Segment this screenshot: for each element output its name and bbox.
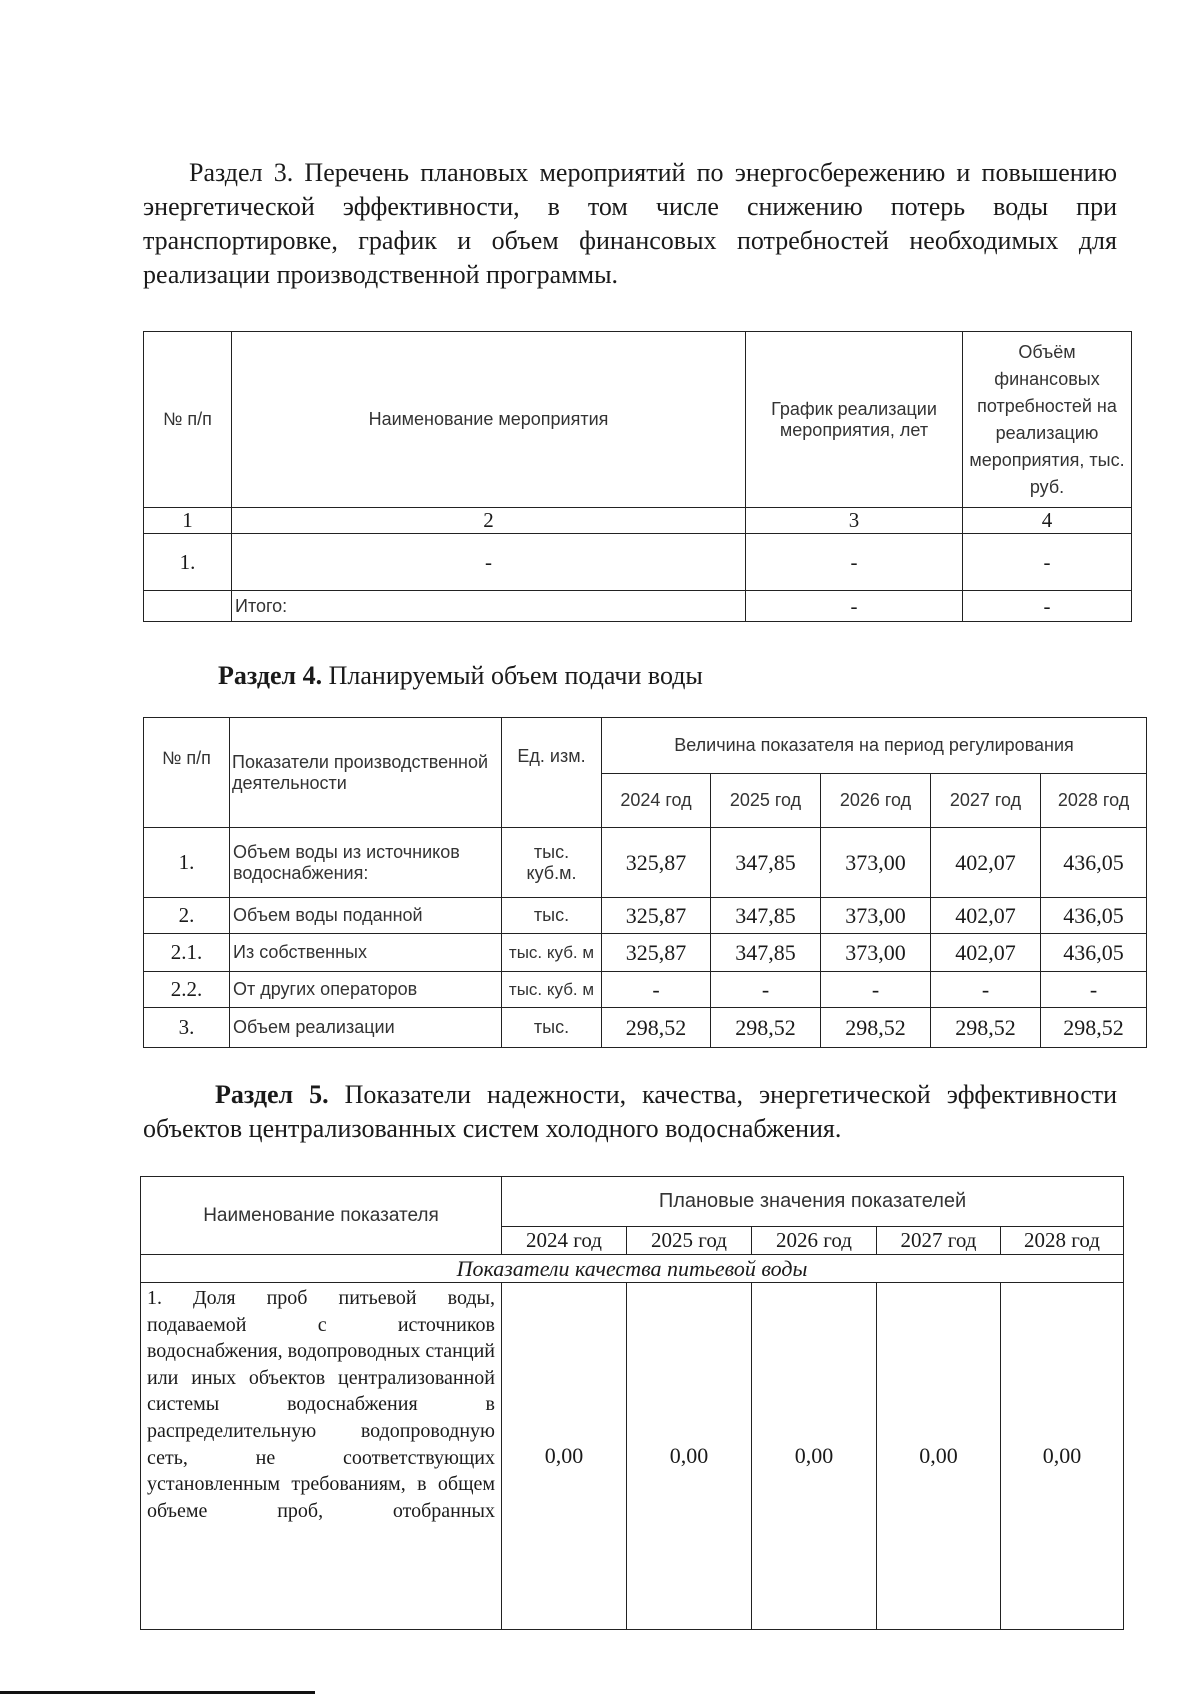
t3-header-name: Наименование показателя — [141, 1177, 502, 1255]
t1-header-finance: Объём финансовых потребностей на реализацию мероприятия, тыс. руб. — [963, 332, 1132, 508]
t3-row-name: 1. Доля проб питьевой воды, подаваемой с источников водоснабжения, водопроводных станций или иных объектов централизованной системы водоснабжения в распределительную водопроводную сеть, не соответствующих установленным требованиям, в общем объеме проб, отобранных — [141, 1283, 502, 1630]
t1-header-schedule: График реализации мероприятия, лет — [746, 332, 963, 508]
section3-paragraph — [143, 156, 1117, 292]
t2-value: 373,00 — [821, 934, 931, 972]
t1-cell: - — [963, 591, 1132, 622]
t3-header-year: 2026 год — [752, 1227, 877, 1255]
t2-row-unit: тыс. куб. м — [502, 972, 602, 1008]
section5-title-rest: Показатели надежности, качества, энергетической эффективности объектов централизованных систем холодного водоснабжения. — [143, 1080, 1118, 1143]
table-row — [144, 898, 1147, 934]
t1-colnum: 4 — [963, 508, 1132, 534]
t2-header-year: 2024 год — [602, 774, 711, 828]
t2-header-year: 2027 год — [931, 774, 1041, 828]
table-row — [144, 534, 1132, 591]
section4-heading — [218, 659, 703, 693]
table-row — [144, 591, 1132, 622]
t2-value: 402,07 — [931, 934, 1041, 972]
t1-header-name: Наименование мероприятия — [232, 332, 746, 508]
t2-row-name: Объем реализации — [230, 1008, 502, 1048]
t1-cell: - — [746, 591, 963, 622]
t2-value: - — [1041, 972, 1147, 1008]
t2-row-num: 1. — [144, 828, 230, 898]
t2-header-year: 2026 год — [821, 774, 931, 828]
t3-header-year: 2024 год — [502, 1227, 627, 1255]
t2-value: 402,07 — [931, 828, 1041, 898]
t3-header-plan: Плановые значения показателей — [502, 1177, 1124, 1227]
t1-cell: 1. — [144, 534, 232, 591]
t3-value: 0,00 — [752, 1283, 877, 1630]
t1-cell: - — [232, 534, 746, 591]
t2-value: 373,00 — [821, 898, 931, 934]
t2-value: - — [602, 972, 711, 1008]
t3-value: 0,00 — [877, 1283, 1001, 1630]
t2-header-year: 2028 год — [1041, 774, 1147, 828]
table-row — [141, 1283, 1124, 1630]
t2-row-num: 2.1. — [144, 934, 230, 972]
t2-value: 325,87 — [602, 898, 711, 934]
t2-value: 373,00 — [821, 828, 931, 898]
t2-value: 347,85 — [711, 898, 821, 934]
t2-row-num: 2.2. — [144, 972, 230, 1008]
t3-header-year: 2025 год — [627, 1227, 752, 1255]
t2-row-num: 2. — [144, 898, 230, 934]
t2-row-name: Из собственных — [230, 934, 502, 972]
t2-value: - — [711, 972, 821, 1008]
t2-row-unit: тыс. — [502, 1008, 602, 1048]
section4-title-bold: Раздел 4. — [218, 661, 323, 690]
t2-value: 402,07 — [931, 898, 1041, 934]
table-quality-indicators — [140, 1176, 1124, 1630]
section5-title-bold: Раздел 5. — [215, 1080, 329, 1109]
table-energy-measures — [143, 331, 1132, 622]
t2-value: 347,85 — [711, 828, 821, 898]
t2-header-num: № п/п — [144, 718, 230, 828]
t2-value: - — [931, 972, 1041, 1008]
t2-header-year: 2025 год — [711, 774, 821, 828]
t1-header-num: № п/п — [144, 332, 232, 508]
section5-paragraph — [143, 1078, 1117, 1146]
t2-value: 436,05 — [1041, 898, 1147, 934]
t3-value: 0,00 — [627, 1283, 752, 1630]
t2-value: - — [821, 972, 931, 1008]
t2-row-name: Объем воды поданной — [230, 898, 502, 934]
t3-header-year: 2028 год — [1001, 1227, 1124, 1255]
table-water-supply — [143, 717, 1147, 1048]
table-row — [144, 1008, 1147, 1048]
t1-colnum: 3 — [746, 508, 963, 534]
table-row — [144, 828, 1147, 898]
t2-value: 325,87 — [602, 828, 711, 898]
t2-value: 298,52 — [931, 1008, 1041, 1048]
t3-header-year: 2027 год — [877, 1227, 1001, 1255]
t1-colnum: 1 — [144, 508, 232, 534]
t2-value: 436,05 — [1041, 828, 1147, 898]
t2-header-unit: Ед. изм. — [502, 718, 602, 828]
t2-header-indicator: Показатели производственной деятельности — [230, 718, 502, 828]
t2-value: 325,87 — [602, 934, 711, 972]
t1-cell — [144, 591, 232, 622]
t2-row-unit: тыс. куб.м. — [502, 828, 602, 898]
table-row — [144, 972, 1147, 1008]
t2-row-num: 3. — [144, 1008, 230, 1048]
page-bottom-rule — [0, 1691, 315, 1694]
t1-cell: - — [963, 534, 1132, 591]
t2-value: 347,85 — [711, 934, 821, 972]
t3-group-header: Показатели качества питьевой воды — [141, 1255, 1124, 1283]
t1-total-label: Итого: — [232, 591, 746, 622]
t2-value: 436,05 — [1041, 934, 1147, 972]
t1-colnum: 2 — [232, 508, 746, 534]
table-row — [144, 934, 1147, 972]
t1-cell: - — [746, 534, 963, 591]
t3-value: 0,00 — [1001, 1283, 1124, 1630]
t2-row-unit: тыс. куб. м — [502, 934, 602, 972]
section4-title-rest: Планируемый объем подачи воды — [322, 661, 703, 690]
t2-value: 298,52 — [711, 1008, 821, 1048]
t2-row-name: От других операторов — [230, 972, 502, 1008]
t2-row-unit: тыс. — [502, 898, 602, 934]
t2-value: 298,52 — [821, 1008, 931, 1048]
section3-text: Раздел 3. Перечень плановых мероприятий по энергосбережению и повышению энергетической эффективности, в том числе снижению потерь воды при транспортировке, график и объем финансовых потребностей необходимых для реализации производственной программы. — [143, 158, 1117, 289]
t2-value: 298,52 — [1041, 1008, 1147, 1048]
t3-value: 0,00 — [502, 1283, 627, 1630]
t2-header-period: Величина показателя на период регулирования — [602, 718, 1147, 774]
t2-value: 298,52 — [602, 1008, 711, 1048]
t2-row-name: Объем воды из источников водоснабжения: — [230, 828, 502, 898]
